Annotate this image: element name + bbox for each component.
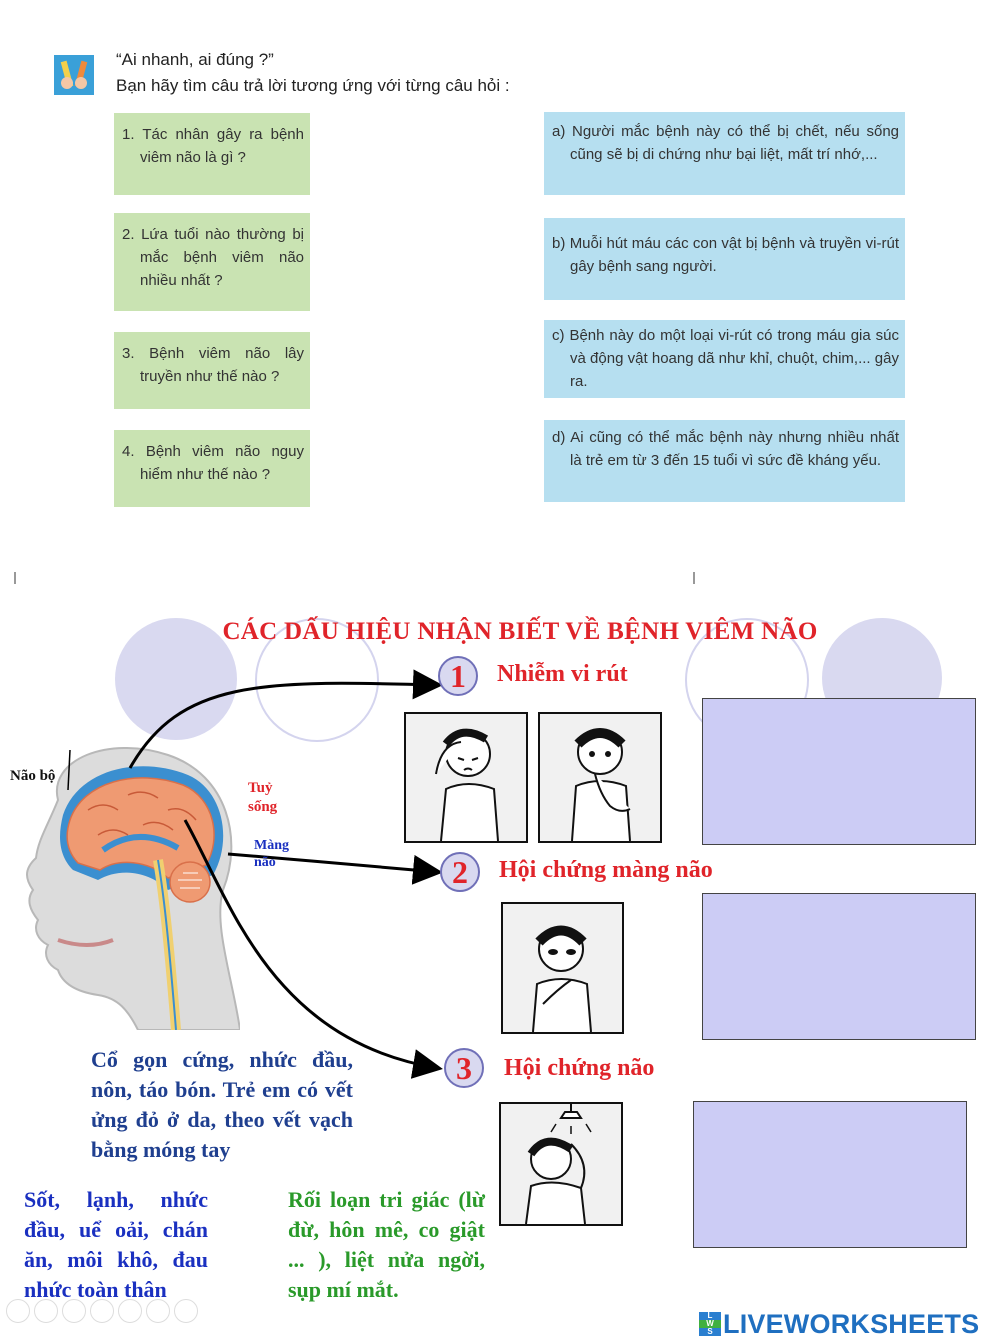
meningeal-description[interactable]: Cổ gọn cứng, nhức đầu, nôn, táo bón. Trẻ em có vết ửng đỏ ở da, theo vết vạch bằng móng tay bbox=[91, 1047, 353, 1162]
question-text: Bệnh viêm não lây truyền như thế nào ? bbox=[140, 345, 305, 385]
zoom-out-icon[interactable] bbox=[118, 1299, 142, 1323]
question-card-1[interactable]: 1. Tác nhân gây ra bệnh viêm não là gì ? bbox=[114, 113, 310, 195]
answer-card-a[interactable]: a) Người mắc bệnh này có thể bị chết, nếu sống cũng sẽ bị di chứng như bại liệt, mất trí nhớ,... bbox=[544, 112, 905, 195]
question-text: Lứa tuổi nào thường bị mắc bệnh viêm não nhiều nhất ? bbox=[140, 226, 304, 289]
faint-toolbar bbox=[6, 1299, 216, 1325]
answer-drop-box-2[interactable] bbox=[702, 893, 976, 1040]
pencil-hands-icon bbox=[54, 55, 94, 95]
signs-title: CÁC DẤU HIỆU NHẬN BIẾT VỀ BỆNH VIÊM NÃO bbox=[222, 618, 818, 645]
question-text: Tác nhân gây ra bệnh viêm não là gì ? bbox=[140, 126, 304, 166]
answer-card-d[interactable]: d) Ai cũng có thể mắc bệnh này nhưng nhiều nhất là trẻ em từ 3 đến 15 tuổi vì sức đề kháng yếu. bbox=[544, 420, 905, 502]
stage-number-1: 1 bbox=[438, 656, 478, 696]
answer-text: Ai cũng có thể mắc bệnh này nhưng nhiều nhất là trẻ em từ 3 đến 15 tuổi vì sức đề kháng yếu. bbox=[570, 429, 900, 469]
forward-icon[interactable] bbox=[62, 1299, 86, 1323]
answer-card-c[interactable]: c) Bệnh này do một loại vi-rút có trong máu gia súc và động vật hoang dã như khỉ, chuột, chim,... gây ra. bbox=[544, 320, 905, 398]
brain-label: Não bộ bbox=[10, 768, 56, 784]
zoom-in-icon[interactable] bbox=[146, 1299, 170, 1323]
back-icon[interactable] bbox=[6, 1299, 30, 1323]
brain-description[interactable]: Rối loạn tri giác (lừ đừ, hôn mê, co giật ... ), liệt nửa ngời, sụp mí mắt. bbox=[288, 1187, 485, 1302]
square-icon[interactable] bbox=[90, 1299, 114, 1323]
liveworksheets-logo[interactable] bbox=[699, 1310, 999, 1338]
stage-label-1: Nhiễm vi rút bbox=[497, 661, 628, 687]
answer-text: Bệnh này do một loại vi-rút có trong máu gia súc và động vật hoang dã như khỉ, chuột, chim,... gây ra. bbox=[569, 327, 899, 390]
stage-number-2: 2 bbox=[440, 852, 480, 892]
exercise-instruction: Bạn hãy tìm câu trả lời tương ứng với từng câu hỏi : bbox=[116, 76, 510, 95]
headache-illustration bbox=[404, 712, 528, 843]
viral-description[interactable]: Sốt, lạnh, nhức đầu, uể oải, chán ăn, môi khô, đau nhức toàn thân bbox=[24, 1187, 208, 1302]
more-icon[interactable] bbox=[174, 1299, 198, 1323]
stiff-neck-illustration bbox=[501, 902, 624, 1034]
play-icon[interactable] bbox=[34, 1299, 58, 1323]
question-card-4[interactable]: 4. Bệnh viêm não nguy hiểm như thế nào ? bbox=[114, 430, 310, 507]
light-sensitivity-illustration bbox=[499, 1102, 623, 1226]
connector-arrows bbox=[0, 640, 470, 1100]
question-card-2[interactable]: 2. Lứa tuổi nào thường bị mắc bệnh viêm não nhiều nhất ? bbox=[114, 213, 310, 311]
meninges-label: Màng não bbox=[254, 838, 289, 870]
lws-mark: L W S bbox=[699, 1312, 721, 1336]
answer-text: Muỗi hút máu các con vật bị bệnh và truyền vi-rút gây bệnh sang người. bbox=[569, 235, 899, 275]
exercise-title: “Ai nhanh, ai đúng ?” bbox=[116, 50, 274, 69]
stage-label-3: Hội chứng não bbox=[504, 1055, 655, 1081]
cough-illustration bbox=[538, 712, 662, 843]
stage-label-2: Hội chứng màng não bbox=[499, 857, 713, 883]
answer-text: Người mắc bệnh này có thể bị chết, nếu sống cũng sẽ bị di chứng như bại liệt, mất trí nhớ,... bbox=[570, 123, 899, 163]
answer-card-b[interactable]: b) Muỗi hút máu các con vật bị bệnh và truyền vi-rút gây bệnh sang người. bbox=[544, 218, 905, 300]
spinal-cord-label: Tuỷ sống bbox=[248, 780, 278, 815]
brand-name: LIVEWORKSHEETS bbox=[723, 1308, 980, 1339]
answer-drop-box-3[interactable] bbox=[693, 1101, 967, 1248]
divider-tick bbox=[14, 572, 16, 584]
question-text: Bệnh viêm não nguy hiểm như thế nào ? bbox=[140, 443, 304, 483]
stage-number-3: 3 bbox=[444, 1048, 484, 1088]
answer-drop-box-1[interactable] bbox=[702, 698, 976, 845]
divider-tick bbox=[693, 572, 695, 584]
question-card-3[interactable]: 3. Bệnh viêm não lây truyền như thế nào ? bbox=[114, 332, 310, 409]
